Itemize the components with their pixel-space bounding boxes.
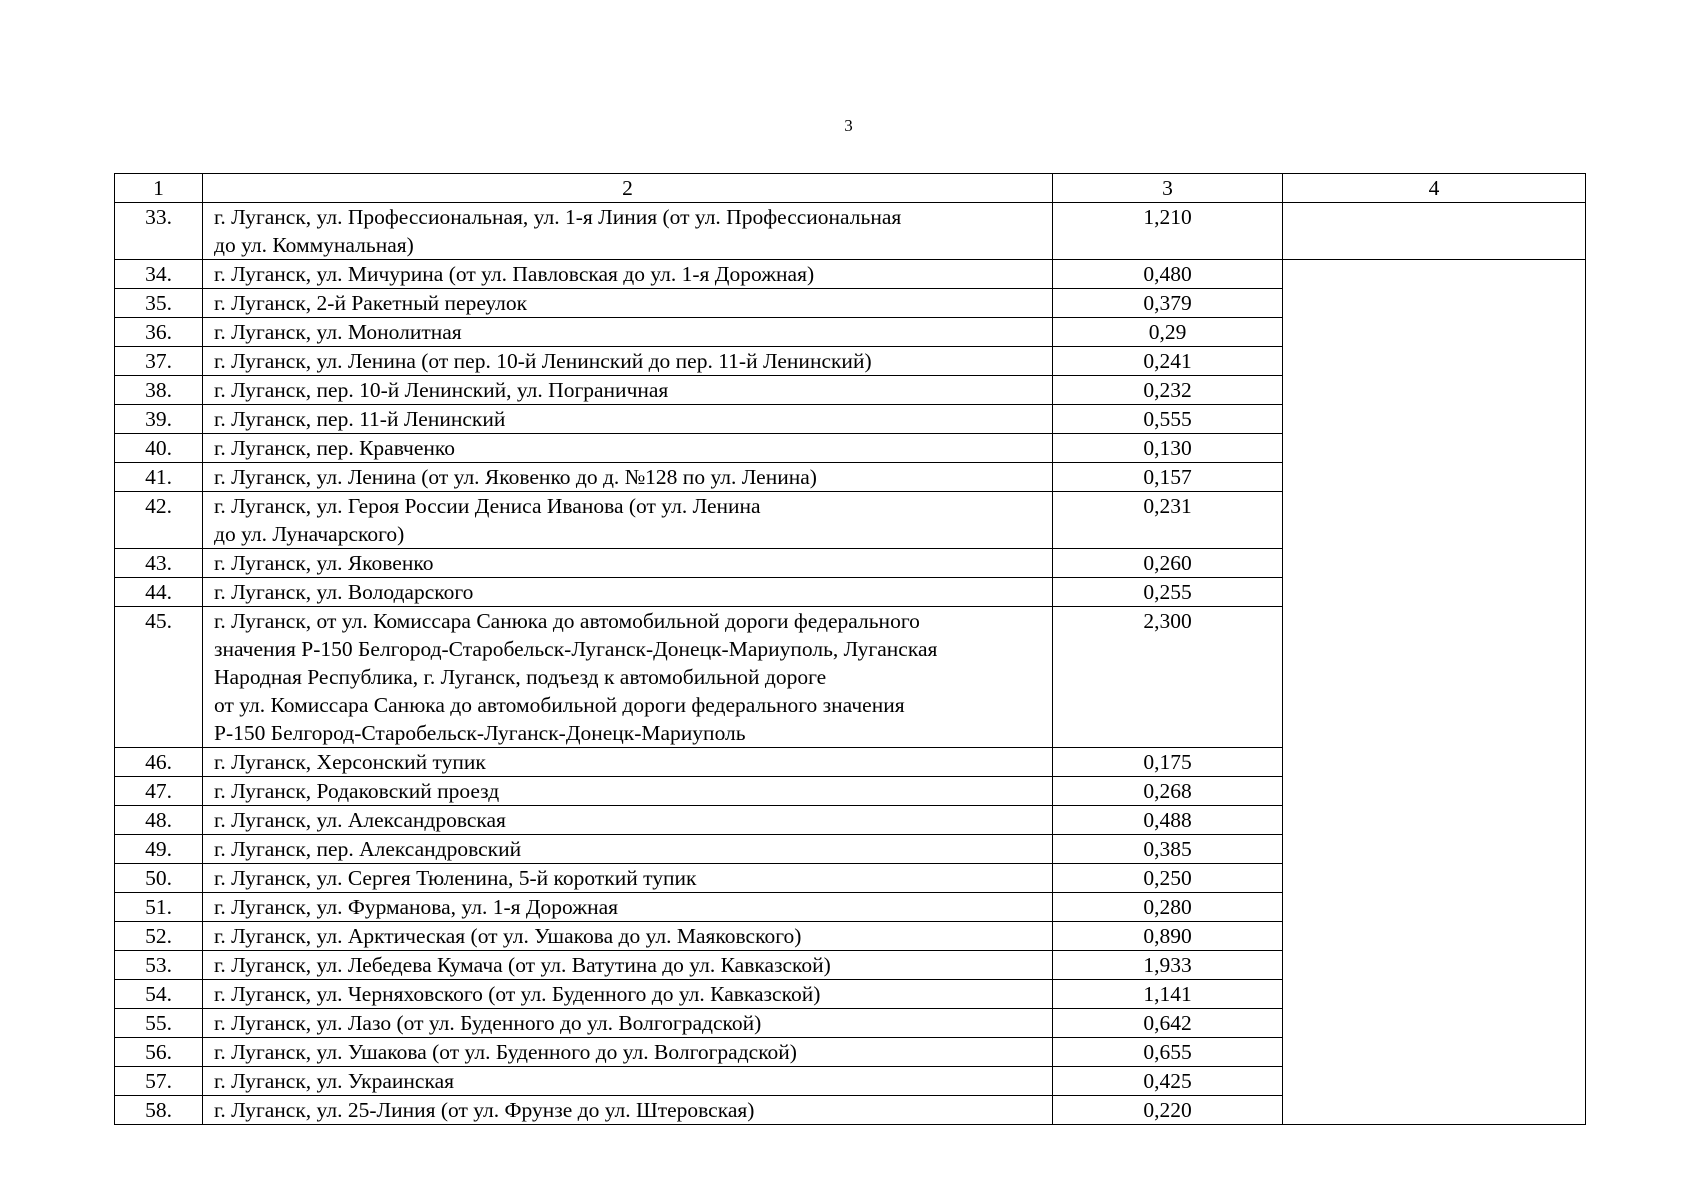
road-length: 0,260 [1053,549,1283,578]
road-name-line: Р-150 Белгород-Старобельск-Луганск-Донецк-Мариуполь [214,721,746,745]
road-name [203,260,1053,289]
road-length: 1,210 [1053,203,1283,260]
road-name [203,835,1053,864]
road-name [203,289,1053,318]
road-name-line: г. Луганск, ул. Ленина (от ул. Яковенко до д. №128 по ул. Ленина) [214,465,817,489]
road-length: 0,379 [1053,289,1283,318]
road-name [203,463,1053,492]
road-name-line: Народная Республика, г. Луганск, подъезд к автомобильной дороге [214,665,827,689]
column-header-3: 3 [1053,174,1283,203]
road-name-line: г. Луганск, ул. Мичурина (от ул. Павловская до ул. 1-я Дорожная) [214,262,815,286]
row-number: 43. [115,549,203,578]
road-name [203,893,1053,922]
row-number: 34. [115,260,203,289]
row-number: 56. [115,1038,203,1067]
road-name-line: г. Луганск, ул. Сергея Тюленина, 5-й короткий тупик [214,866,697,890]
road-length: 0,220 [1053,1096,1283,1125]
row-number: 41. [115,463,203,492]
road-length: 0,890 [1053,922,1283,951]
road-name [203,1038,1053,1067]
row-number: 49. [115,835,203,864]
road-length: 0,29 [1053,318,1283,347]
road-name [203,376,1053,405]
road-name [203,549,1053,578]
road-name-line: г. Луганск, ул. Лебедева Кумача (от ул. Ватутина до ул. Кавказской) [214,953,831,977]
row-number: 51. [115,893,203,922]
road-length: 0,425 [1053,1067,1283,1096]
road-name-line: г. Луганск, ул. Александровская [214,808,506,832]
road-length: 0,250 [1053,864,1283,893]
road-name [203,922,1053,951]
row-number: 48. [115,806,203,835]
page-number: 3 [844,116,853,135]
column-header-1: 1 [115,174,203,203]
row-number: 54. [115,980,203,1009]
row-number: 38. [115,376,203,405]
row-number: 47. [115,777,203,806]
road-name-line: г. Луганск, Херсонский тупик [214,750,486,774]
road-name [203,1096,1053,1125]
road-length: 0,268 [1053,777,1283,806]
roads-table [114,173,1586,1125]
road-name [203,203,1053,260]
row-number: 53. [115,951,203,980]
road-length: 0,241 [1053,347,1283,376]
road-length: 0,175 [1053,748,1283,777]
column-4-merged-cell [1283,260,1586,1125]
row-number: 45. [115,607,203,748]
road-length: 0,480 [1053,260,1283,289]
table-header-row [115,174,1586,203]
road-length: 0,231 [1053,492,1283,549]
road-name [203,777,1053,806]
road-name [203,607,1053,748]
road-name-line: до ул. Коммунальная) [214,233,414,257]
road-length: 0,255 [1053,578,1283,607]
road-name-line: г. Луганск, ул. Героя России Дениса Иванова (от ул. Ленина [214,494,761,518]
row-number: 39. [115,405,203,434]
row-number: 42. [115,492,203,549]
road-name-line: г. Луганск, ул. Володарского [214,580,474,604]
row-number: 55. [115,1009,203,1038]
row-number: 36. [115,318,203,347]
road-name-line: г. Луганск, ул. Ленина (от пер. 10-й Ленинский до пер. 11-й Ленинский) [214,349,872,373]
road-name [203,318,1053,347]
road-name [203,864,1053,893]
road-name-line: г. Луганск, пер. 11-й Ленинский [214,407,506,431]
row-number: 37. [115,347,203,376]
road-length: 1,141 [1053,980,1283,1009]
road-name [203,578,1053,607]
road-name [203,748,1053,777]
road-name [203,347,1053,376]
road-name-line: г. Луганск, Родаковский проезд [214,779,500,803]
road-length: 0,280 [1053,893,1283,922]
road-name-line: значения Р-150 Белгород-Старобельск-Луганск-Донецк-Мариуполь, Луганская [214,637,938,661]
row-number: 35. [115,289,203,318]
road-length: 0,555 [1053,405,1283,434]
road-length: 0,655 [1053,1038,1283,1067]
row-number: 46. [115,748,203,777]
road-name-line: от ул. Комиссара Санюка до автомобильной дороги федерального значения [214,693,905,717]
road-name [203,405,1053,434]
road-length: 0,232 [1053,376,1283,405]
row-number: 52. [115,922,203,951]
road-name [203,1067,1053,1096]
row-number: 57. [115,1067,203,1096]
column-header-4: 4 [1283,174,1586,203]
road-name-line: г. Луганск, от ул. Комиссара Санюка до автомобильной дороги федерального [214,609,920,633]
table-row [115,260,1586,289]
column-4-cell [1283,203,1586,260]
road-name-line: г. Луганск, ул. 25-Линия (от ул. Фрунзе до ул. Штеровская) [214,1098,755,1122]
road-length: 0,385 [1053,835,1283,864]
road-length: 0,130 [1053,434,1283,463]
road-name-line: г. Луганск, 2-й Ракетный переулок [214,291,528,315]
road-name-line: до ул. Луначарского) [214,522,405,546]
row-number: 58. [115,1096,203,1125]
road-name-line: г. Луганск, пер. Александровский [214,837,522,861]
row-number: 40. [115,434,203,463]
road-name-line: г. Луганск, ул. Ушакова (от ул. Буденного до ул. Волгоградской) [214,1040,797,1064]
road-name [203,980,1053,1009]
road-name [203,434,1053,463]
row-number: 33. [115,203,203,260]
road-name-line: г. Луганск, ул. Лазо (от ул. Буденного до ул. Волгоградской) [214,1011,762,1035]
road-name-line: г. Луганск, пер. Кравченко [214,436,456,460]
table-row [115,203,1586,260]
road-length: 1,933 [1053,951,1283,980]
road-length: 0,642 [1053,1009,1283,1038]
road-name-line: г. Луганск, ул. Фурманова, ул. 1-я Дорожная [214,895,619,919]
road-name-line: г. Луганск, ул. Арктическая (от ул. Ушакова до ул. Маяковского) [214,924,802,948]
road-name [203,492,1053,549]
row-number: 50. [115,864,203,893]
roads-table-body [115,174,1586,1125]
road-name-line: г. Луганск, пер. 10-й Ленинский, ул. Пограничная [214,378,669,402]
road-length: 0,488 [1053,806,1283,835]
column-header-2: 2 [203,174,1053,203]
road-name [203,951,1053,980]
road-name [203,806,1053,835]
road-name [203,1009,1053,1038]
road-length: 2,300 [1053,607,1283,748]
road-length: 0,157 [1053,463,1283,492]
road-name-line: г. Луганск, ул. Украинская [214,1069,455,1093]
row-number: 44. [115,578,203,607]
road-name-line: г. Луганск, ул. Монолитная [214,320,462,344]
road-name-line: г. Луганск, ул. Профессиональная, ул. 1-я Линия (от ул. Профессиональная [214,205,902,229]
road-name-line: г. Луганск, ул. Яковенко [214,551,434,575]
road-name-line: г. Луганск, ул. Черняховского (от ул. Буденного до ул. Кавказской) [214,982,821,1006]
